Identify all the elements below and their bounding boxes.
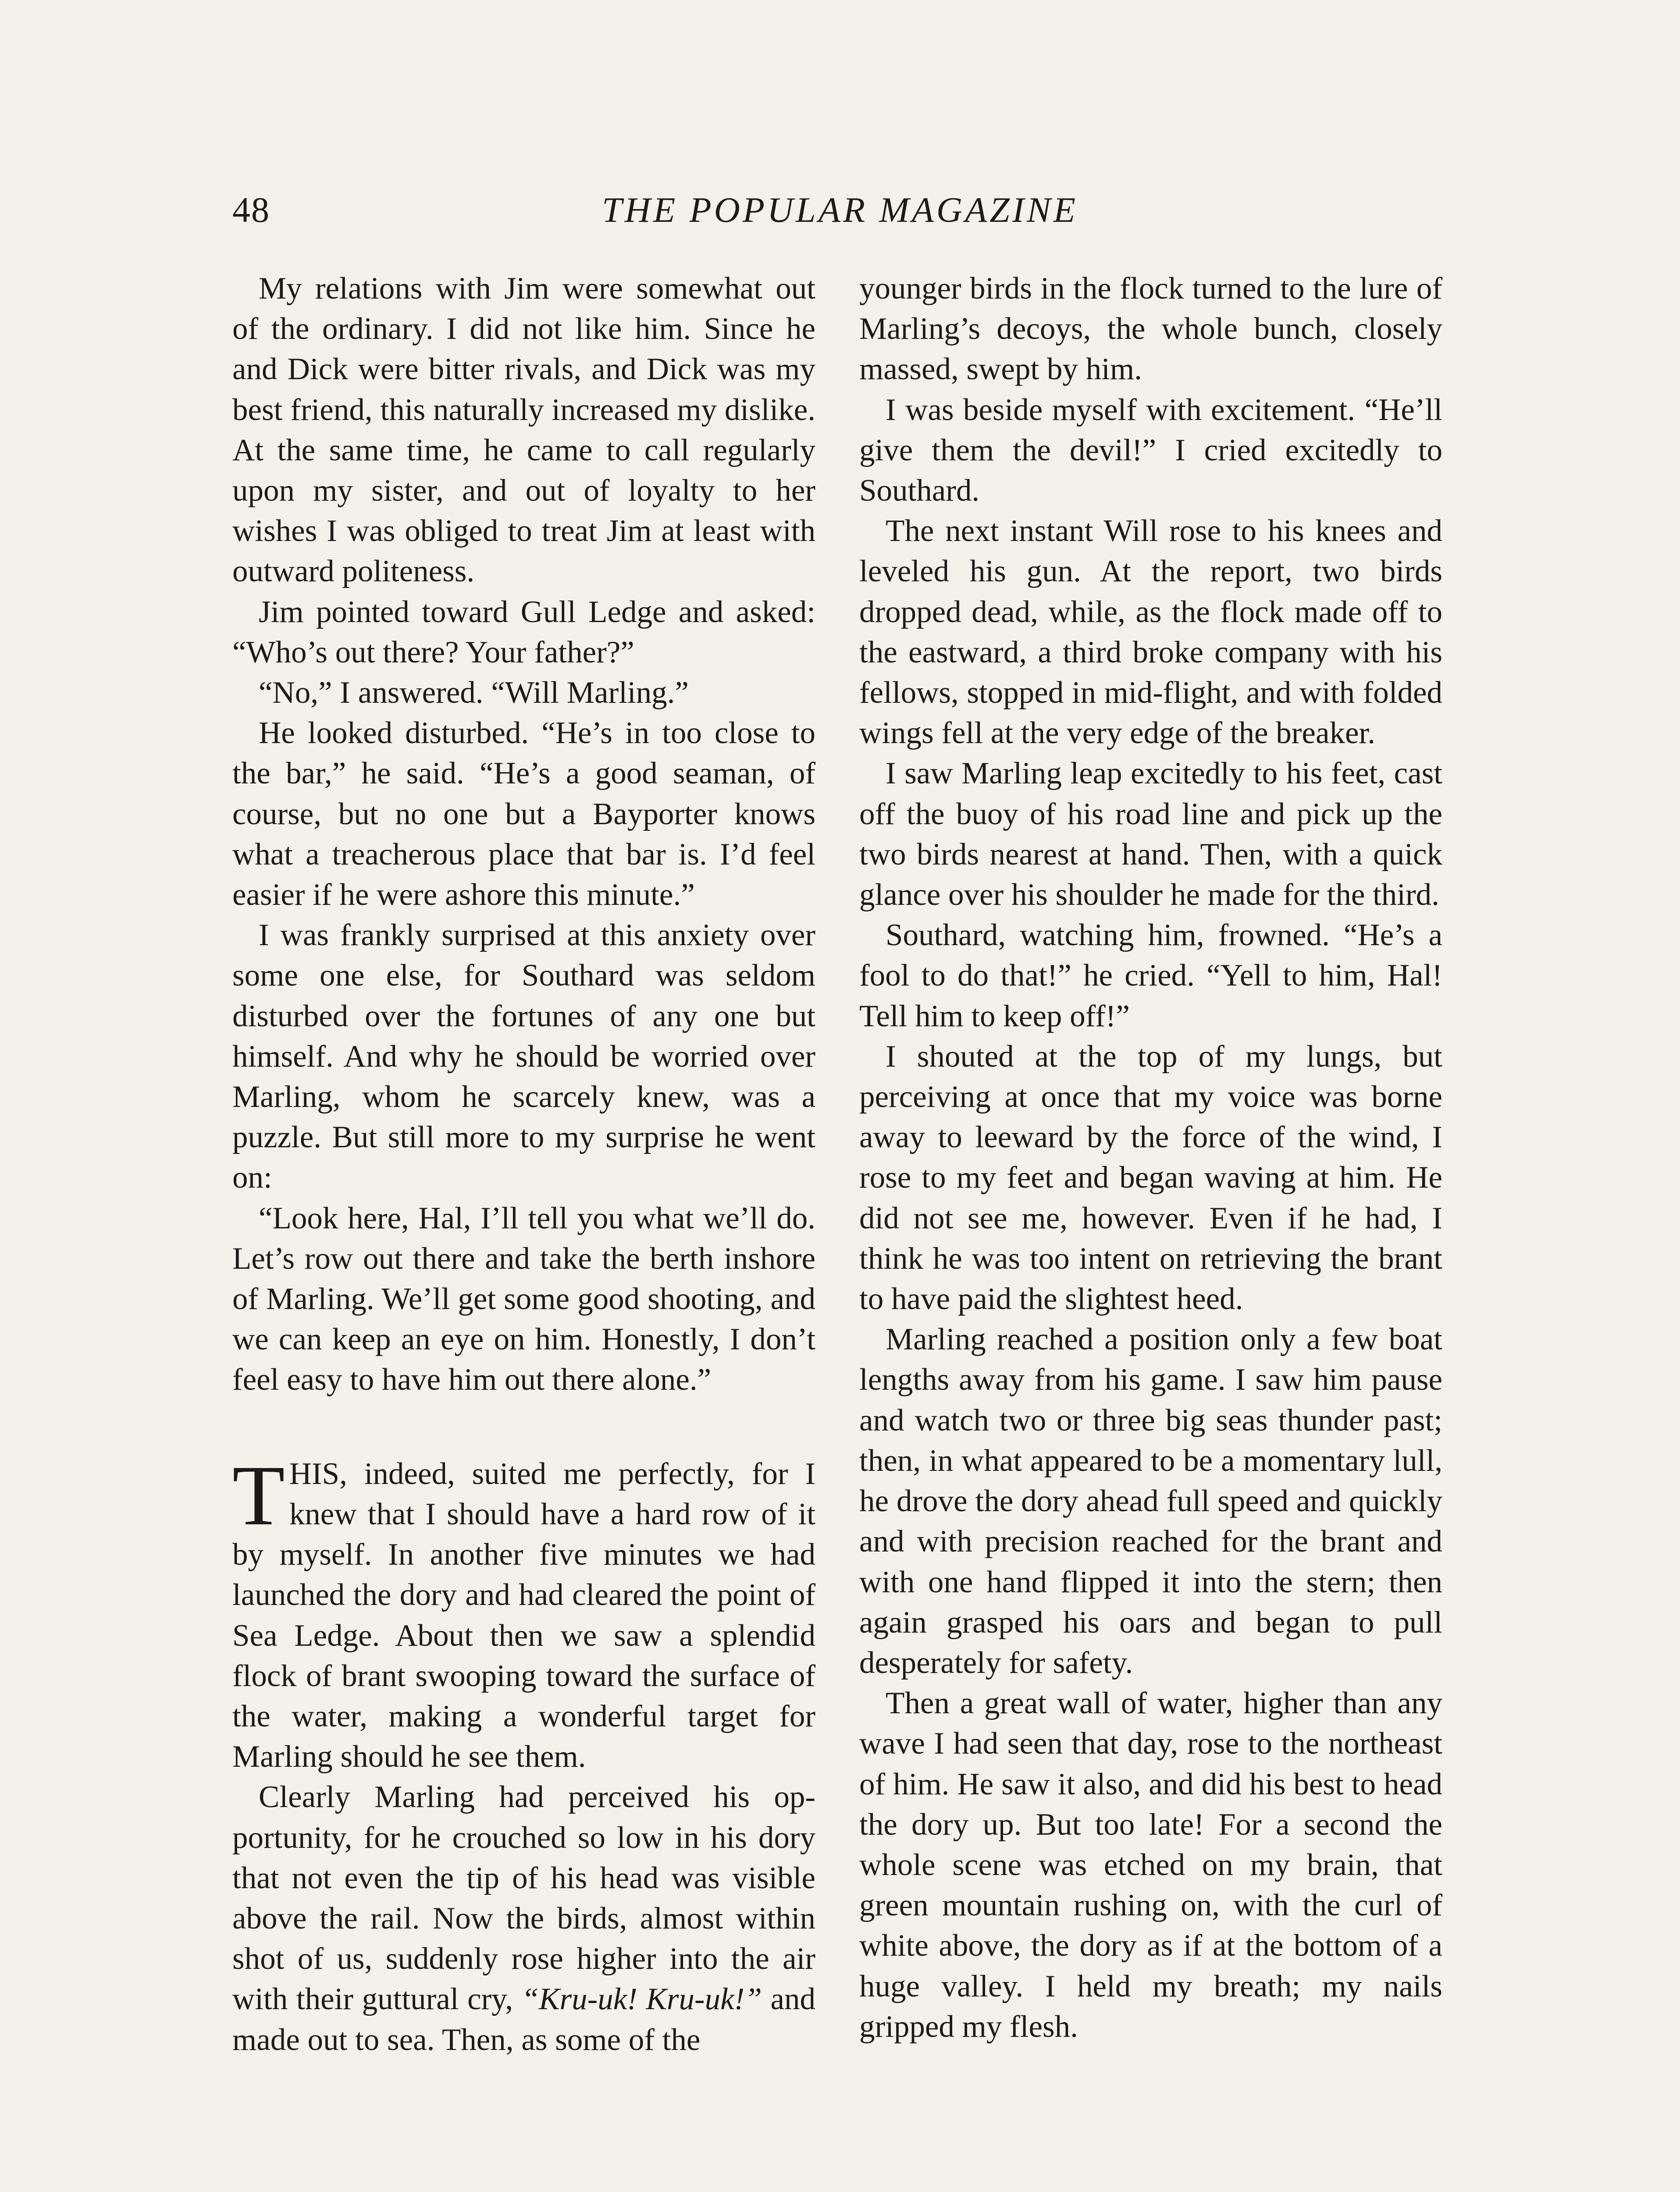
paragraph: I was frankly surprised at this anxiety over some one else, for Southard was seldom disturbed over the fortunes of any one but himself. And why he should be worried over Marling, whom he scarcely knew, was a puzzle. But still more to my surprise he went on: xyxy=(232,918,815,1195)
paragraph: “Look here, Hal, I’ll tell you what we’ll do. Let’s row out there and take the berth inshore of Marling. We’ll get some good shooting, and we can keep an eye on him. Honestly, I don’t feel easy to have him out there alone.” xyxy=(232,1201,815,1397)
paragraph: Then a great wall of water, higher than any wave I had seen that day, rose to the northeast of him. He saw it also, and did his best to head the dory up. But too late! For a second the whole scene was etched on my brain, that green mountain rushing on, with the curl of white above, the dory as if at the bottom of a huge valley. I held my breath; my nails gripped my flesh. xyxy=(859,1686,1442,2044)
paragraph-text: Clearly Marling had perceived his opportunity, for he crouched so low in his dory that not even the tip of his head was visible above the rail. Now the birds, almost within shot of us, suddenly rose higher into the air with their guttural cry, xyxy=(232,1780,815,2017)
page-header xyxy=(0,189,1680,238)
page-number: 48 xyxy=(232,190,270,230)
paragraph: Jim pointed toward Gull Ledge and asked: “Who’s out there? Your father?” xyxy=(232,594,815,669)
paragraph: “No,” I answered. “Will Marling.” xyxy=(259,676,689,710)
left-column xyxy=(232,268,815,2192)
paragraph-text: and made out to sea. Then, as some of the xyxy=(232,1982,816,2057)
paragraph: Southard, watching him, frowned. “He’s a fool to do that!” he cried. “Yell to him, Hal! Tell him to keep off!” xyxy=(859,918,1442,1033)
drop-cap: T xyxy=(232,1448,285,1543)
running-head: THE POPULAR MAGAZINE xyxy=(602,190,1078,230)
paragraph: I shouted at the top of my lungs, but perceiving at once that my voice was borne away to leeward by the force of the wind, I rose to my feet and began waving at him. He did not see me, however. Even if he had, I think he was too intent on retrieving the brant to have paid the slightest heed. xyxy=(859,1039,1442,1317)
paragraph: The next instant Will rose to his knees and leveled his gun. At the report, two birds dropped dead, while, as the flock made off to the eastward, a third broke company with his fellows, stopped in mid-flight, and with folded wings fell at the very edge of the breaker. xyxy=(859,514,1442,751)
paragraph: Marling reached a position only a few boat lengths away from his game. I saw him pause and watch two or three big seas thunder past; then, in what appeared to be a momentary lull, he drove the dory ahead full speed and quickly and with precision reached for the brant and with one hand flipped it into the stern; then again grasped his oars and began to pull desperately for safety. xyxy=(859,1322,1442,1680)
right-column xyxy=(859,268,1442,2192)
bird-cry: “Kru-uk! Kru-uk!” xyxy=(521,1982,762,2017)
section-break-paragraph xyxy=(232,1448,815,1777)
paragraph: I was beside myself with excitement. “He’ll give them the devil!” I cried excitedly to Southard. xyxy=(859,392,1442,508)
paragraph xyxy=(232,1777,815,2060)
paragraph: My relations with Jim were somewhat out of the ordinary. I did not like him. Since he and Dick were bitter rivals, and Dick was my best friend, this naturally increased my dislike. At the same time, he came to call regularly upon my sister, and out of loyalty to her wishes I was obliged to treat Jim at least with outward politeness. xyxy=(232,271,815,589)
paragraph-continued: younger birds in the flock turned to the lure of Marling’s decoys, the whole bunch, closely massed, swept by him. xyxy=(859,271,1442,387)
section-paragraph-text: HIS, indeed, suited me perfectly, for I knew that I should have a hard row of it by myself. In another five minutes we had launched the dory and had cleared the point of Sea Ledge. About then we saw a splendid flock of brant swooping toward the surface of the water, making a wonderful target for Marling should he see them. xyxy=(232,1456,815,1774)
paragraph: He looked disturbed. “He’s in too close to the bar,” he said. “He’s a good seaman, of course, but no one but a Bayporter knows what a treacherous place that bar is. I’d feel easier if he were ashore this minute.” xyxy=(232,716,815,912)
paragraph: I saw Marling leap excitedly to his feet, cast off the buoy of his road line and pick up the two birds nearest at hand. Then, with a quick glance over his shoulder he made for the third. xyxy=(859,756,1442,912)
